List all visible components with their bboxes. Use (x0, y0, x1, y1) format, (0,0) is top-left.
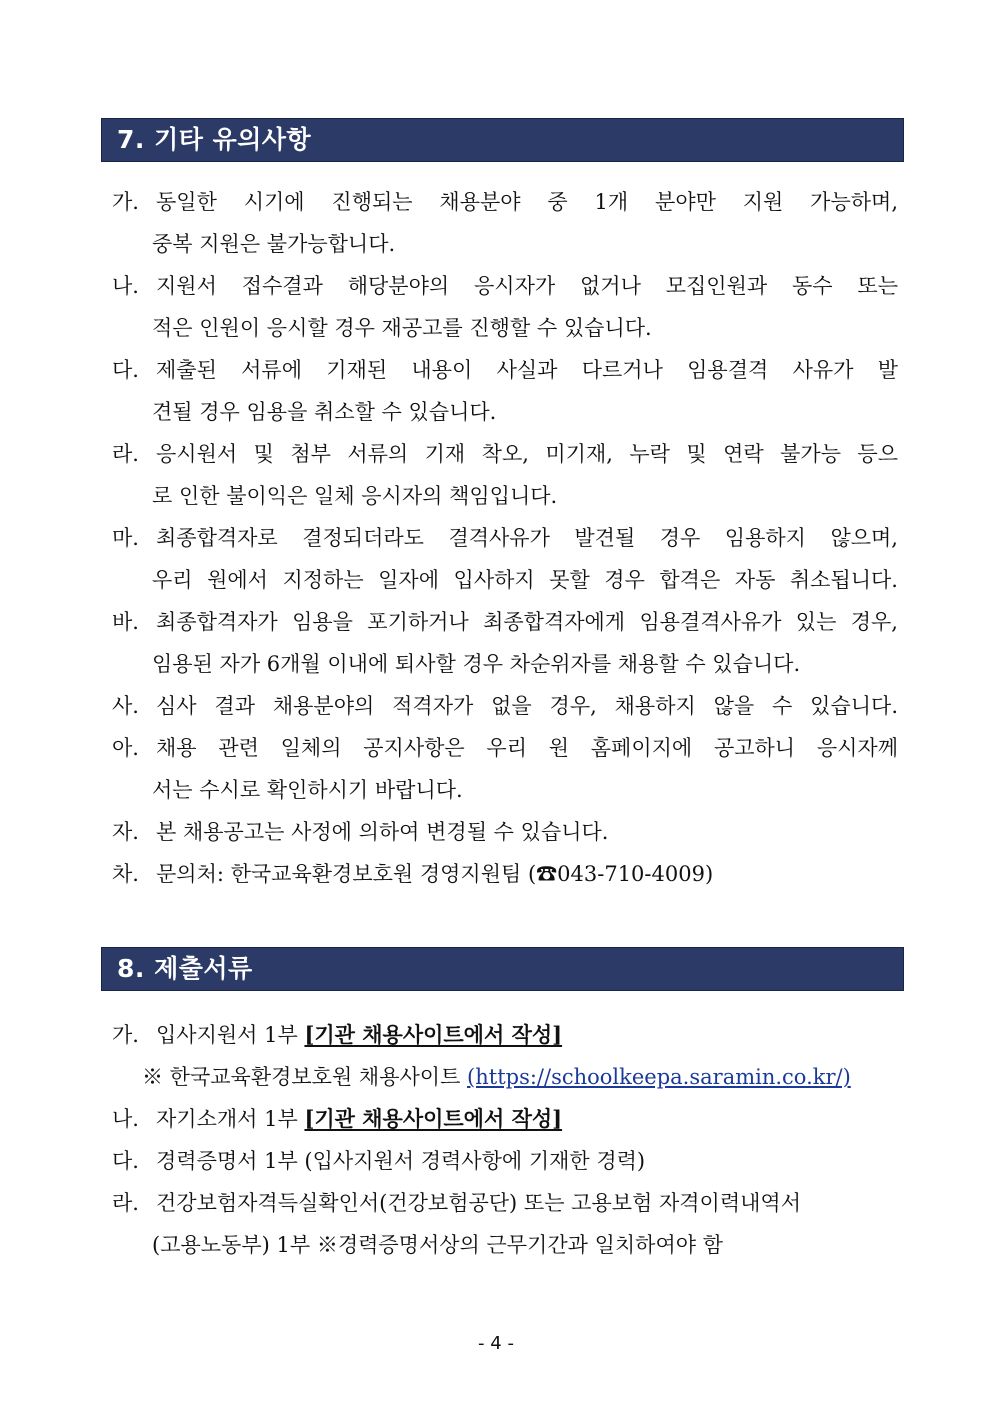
item-continuation: (고용노동부) 1부 ※경력증명서상의 근무기간과 일치하여야 함 (152, 1233, 723, 1257)
contact-text: 문의처: 한국교육환경보호원 경영지원팀 (☎043-710-4009) (156, 862, 714, 886)
list-item (112, 811, 898, 853)
item-text: 최종합격자로 결정되더라도 결격사유가 발견될 경우 임용하지 않으며, (156, 526, 898, 550)
item-marker: 나. (112, 1107, 139, 1131)
item-continuation: 로 인한 불이익은 일체 응시자의 책임입니다. (152, 484, 558, 508)
item-marker: 가. (112, 190, 139, 214)
item-text: 지원서 접수결과 해당분야의 응시자가 없거나 모집인원과 동수 또는 (156, 274, 898, 298)
recruit-site-link[interactable]: (https://schoolkeepa.saramin.co.kr/) (467, 1065, 851, 1089)
item-marker: 사. (112, 694, 139, 718)
item-continuation: 임용된 자가 6개월 이내에 퇴사할 경우 차순위자를 채용할 수 있습니다. (152, 652, 801, 676)
item-continuation: 적은 인원이 응시할 경우 재공고를 진행할 수 있습니다. (152, 316, 652, 340)
list-item (112, 685, 898, 727)
item-text: 심사 결과 채용분야의 적격자가 없을 경우, 채용하지 않을 수 있습니다. (156, 694, 898, 718)
item-text: 제출된 서류에 기재된 내용이 사실과 다르거나 임용결격 사유가 발 (156, 358, 898, 382)
item-marker: 바. (112, 610, 139, 634)
item-text: 건강보험자격득실확인서(건강보험공단) 또는 고용보험 자격이력내역서 (156, 1191, 801, 1215)
item-marker: 다. (112, 358, 139, 382)
item-marker: 라. (112, 442, 139, 466)
item-text: 응시원서 및 첨부 서류의 기재 착오, 미기재, 누락 및 연락 불가능 등으 (156, 442, 898, 466)
section-8-header: 8. 제출서류 (101, 947, 904, 991)
item-text: 최종합격자가 임용을 포기하거나 최종합격자에게 임용결격사유가 있는 경우, (156, 610, 898, 634)
item-marker: 마. (112, 526, 139, 550)
list-item (112, 1182, 898, 1224)
note-text: ※ 한국교육환경보호원 채용사이트 (142, 1065, 468, 1089)
item-text: 경력증명서 1부 (입사지원서 경력사항에 기재한 경력) (156, 1149, 646, 1173)
item-continuation: 우리 원에서 지정하는 일자에 입사하지 못할 경우 합격은 자동 취소됩니다. (152, 568, 898, 592)
item-continuation: 중복 지원은 불가능합니다. (152, 232, 396, 256)
list-item (112, 1140, 898, 1182)
item-marker: 자. (112, 820, 139, 844)
list-item (112, 517, 898, 559)
page-number: - 4 - (478, 1333, 514, 1354)
item-marker: 차. (112, 862, 139, 886)
item-continuation: 서는 수시로 확인하시기 바랍니다. (152, 778, 463, 802)
emphasis-text: [기관 채용사이트에서 작성] (304, 1022, 563, 1047)
list-item (112, 853, 898, 895)
item-continuation: 견될 경우 임용을 취소할 수 있습니다. (152, 400, 497, 424)
item-marker: 아. (112, 736, 139, 760)
list-item (112, 349, 898, 391)
emphasis-text: [기관 채용사이트에서 작성] (304, 1106, 563, 1131)
item-marker: 다. (112, 1149, 139, 1173)
list-item (112, 1098, 898, 1140)
item-marker: 라. (112, 1191, 139, 1215)
item-marker: 가. (112, 1023, 139, 1047)
item-text: 자기소개서 1부 (156, 1107, 305, 1131)
list-item (112, 433, 898, 475)
list-item (112, 601, 898, 643)
list-item (112, 265, 898, 307)
list-item (112, 181, 898, 223)
item-text: 입사지원서 1부 (156, 1023, 305, 1047)
item-text: 동일한 시기에 진행되는 채용분야 중 1개 분야만 지원 가능하며, (156, 190, 898, 214)
section-7-header: 7. 기타 유의사항 (101, 118, 904, 162)
item-text: 본 채용공고는 사정에 의하여 변경될 수 있습니다. (156, 820, 609, 844)
item-text: 채용 관련 일체의 공지사항은 우리 원 홈페이지에 공고하니 응시자께 (156, 736, 898, 760)
list-item (112, 727, 898, 769)
item-marker: 나. (112, 274, 139, 298)
list-item (112, 1014, 898, 1056)
note-line (142, 1056, 888, 1098)
